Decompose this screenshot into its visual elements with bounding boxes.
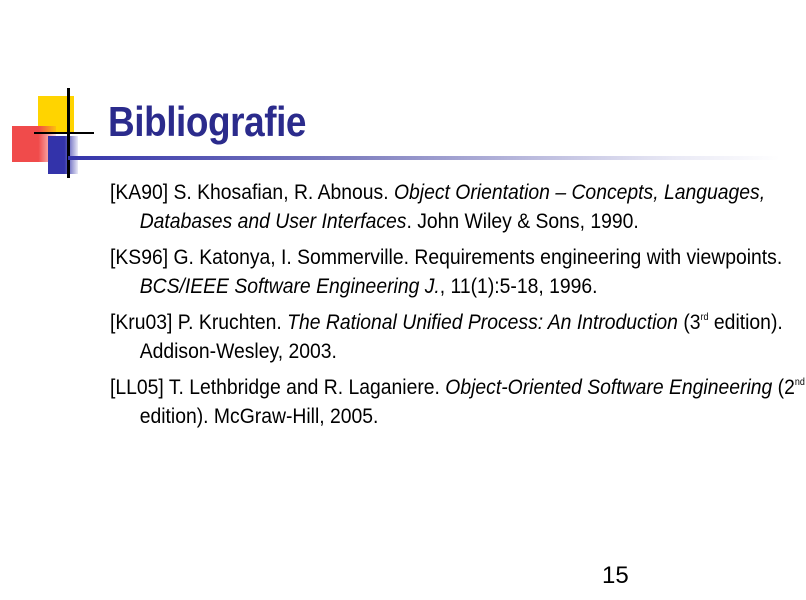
page-title: Bibliografie [108, 98, 307, 145]
reference-item [110, 243, 806, 301]
reference-edition: (2 [772, 375, 795, 399]
reference-title: BCS/IEEE Software Engineering J. [139, 274, 440, 298]
reference-authors: G. Katonya, I. Sommerville. Requirements engineering with viewpoints. [168, 245, 783, 269]
reference-key: [KA90] [110, 180, 169, 204]
reference-authors: P. Kruchten. [172, 310, 288, 334]
reference-authors: S. Khosafian, R. Abnous. [168, 180, 394, 204]
page-number: 15 [602, 562, 629, 589]
reference-rest: . John Wiley & Sons, 1990. [406, 209, 639, 233]
reference-key: [KS96] [110, 245, 169, 269]
reference-authors: T. Lethbridge and R. Laganiere. [163, 375, 446, 399]
reference-title: Object Orientation – Concepts, Languages, Databases and User Interfaces [139, 180, 766, 233]
reference-edition: (3 [677, 310, 701, 334]
reference-item [110, 308, 806, 366]
reference-rest: edition). Addison-Wesley, 2003. [139, 310, 783, 363]
logo-horizontal-line [34, 132, 94, 134]
reference-list [110, 178, 805, 438]
blue-square [48, 136, 78, 174]
reference-key: [LL05] [110, 375, 164, 399]
reference-key: [Kru03] [110, 310, 173, 334]
title-divider [68, 156, 780, 160]
reference-title: The Rational Unified Process: An Introduction [287, 310, 678, 334]
reference-edition-sup: nd [794, 377, 805, 388]
reference-title: Object-Oriented Software Engineering [445, 375, 773, 399]
slide-logo [0, 0, 110, 190]
reference-rest: , 11(1):5-18, 1996. [439, 274, 598, 298]
reference-edition-sup: rd [700, 312, 709, 323]
reference-rest: edition). McGraw-Hill, 2005. [139, 404, 379, 428]
reference-item [110, 373, 806, 431]
reference-item [110, 178, 806, 236]
